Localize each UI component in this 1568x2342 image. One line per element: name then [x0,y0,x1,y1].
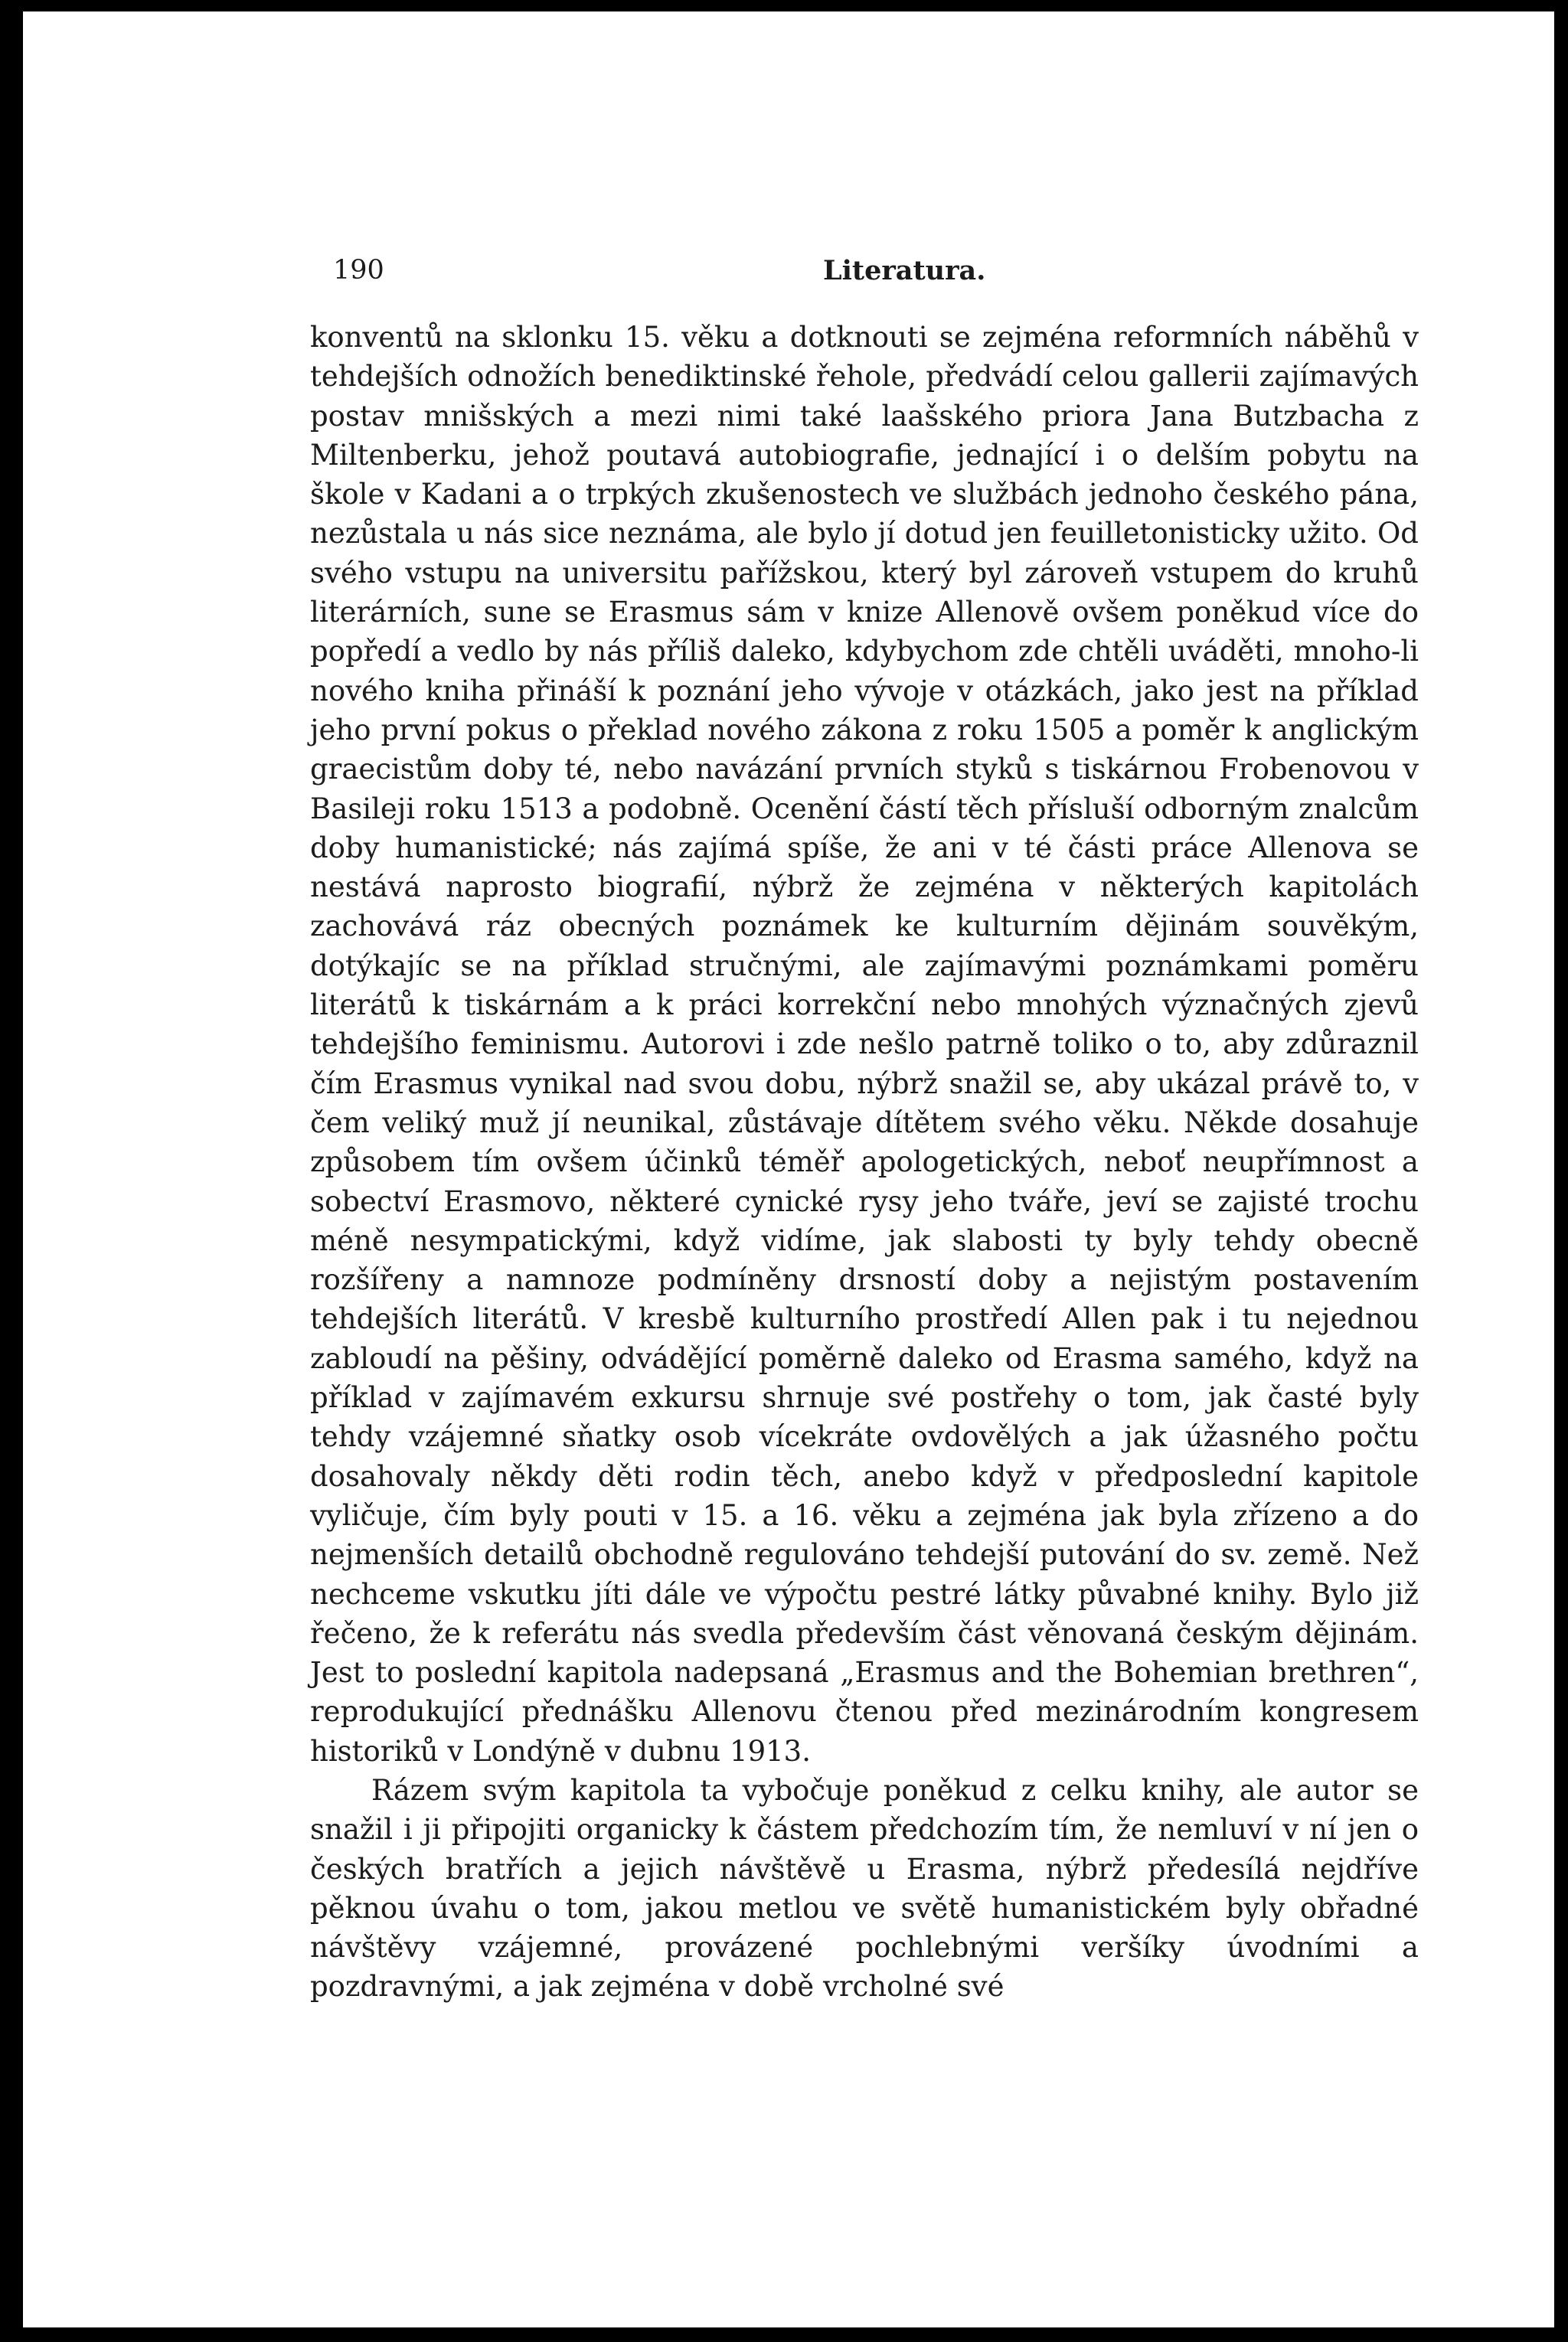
paragraph: Rázem svým kapitola ta vybočuje poněkud z celku knihy, ale autor se snažil i ji připojiti organicky k částem předchozím tím, že nemluví v ní jen o českých bratřích a jejich návštěvě u Erasma, nýbrž předesílá nejdříve pěknou úvahu o tom, jakou metlou ve světě humanistickém byly obřadné návštěvy vzájemné, provázené pochlebnými veršíky úvodními a pozdravnými, a jak zejména v době vrcholné své [310,1773,1419,2004]
body-text [310,318,1419,2007]
page-number: 190 [333,255,384,286]
page-header [333,255,1442,301]
paragraph-continuation: konventů na sklonku 15. věku a dotknouti se zejména reformních náběhů v tehdejších odnožích benediktinské řehole, předvádí celou gallerii zajímavých postav mnišských a mezi nimi také laašského priora Jana Butzbacha z Miltenberku, jehož poutavá autobiografie, jednající i o delším pobytu na škole v Kadani a o trpkých zkušenostech ve službách jednoho českého pána, nezůstala u nás sice neznáma, ale bylo jí dotud jen feuilletonisticky užito. Od svého vstupu na universitu pařížskou, který byl zároveň vstupem do kruhů literárních, sune se Erasmus sám v knize Allenově ovšem poněkud více do popředí a vedlo by nás příliš daleko, kdybychom zde chtěli uváděti, mnoho-li nového kniha přináší k poznání jeho vývoje v otázkách, jako jest na příklad jeho první pokus o překlad nového zákona z roku 1505 a poměr k anglickým graecistům doby té, nebo navázání prvních styků s tiskárnou Frobenovou v Basileji roku 1513 a podobně. Ocenění částí těch přísluší odborným znalcům doby humanistické; nás zajímá spíše, že ani v té části práce Allenova se nestává naprosto biografií, nýbrž že zejména v některých kapitolách zachovává ráz obecných poznámek ke kulturním dějinám souvěkým, dotýkajíc se na příklad stručnými, ale zajímavými poznámkami poměru literátů k tiskárnám a k práci korrekční nebo mnohých význačných zjevů tehdejšího feminismu. Autorovi i zde nešlo patrně toliko o to, aby zdůraznil čím Erasmus vynikal nad svou dobu, nýbrž snažil se, aby ukázal právě to, v čem veliký muž jí neunikal, zůstávaje dítětem svého věku. Někde dosahuje způsobem tím ovšem účinků téměř apologetických, neboť neupřímnost a sobectví Erasmovo, některé cynické rysy jeho tváře, jeví se zajisté trochu méně nesympatickými, když vidíme, jak slabosti ty byly tehdy obecně rozšířeny a namnoze podmíněny drsností doby a nejistým postavením tehdejších literátů. V kresbě kulturního prostředí Allen pak i tu nejednou zabloudí na pěšiny, odvádějící poměrně daleko od Erasma samého, když na příklad v zajímavém exkursu shrnuje své postřehy o tom, jak časté byly tehdy vzájemné sňatky osob vícekráte ovdovělých a jak úžasného počtu dosahovaly někdy děti rodin těch, anebo když v předposlední kapitole vyličuje, čím byly pouti v 15. a 16. věku a zejména jak byla zřízeno a do nejmenších detailů obchodně regulováno tehdejší putování do sv. země. Než nechceme vskutku jíti dále ve výpočtu pestré látky půvabné knihy. Bylo již řečeno, že k referátu nás svedla především část věnovaná českým dějinám. Jest to poslední kapitola nadepsaná „Erasmus and the Bohemian brethren“, reprodukující přednášku Allenovu čtenou před mezinárodním kongresem historiků v Londýně v dubnu 1913. [310,321,1419,1768]
running-title: Literatura. [823,255,986,286]
